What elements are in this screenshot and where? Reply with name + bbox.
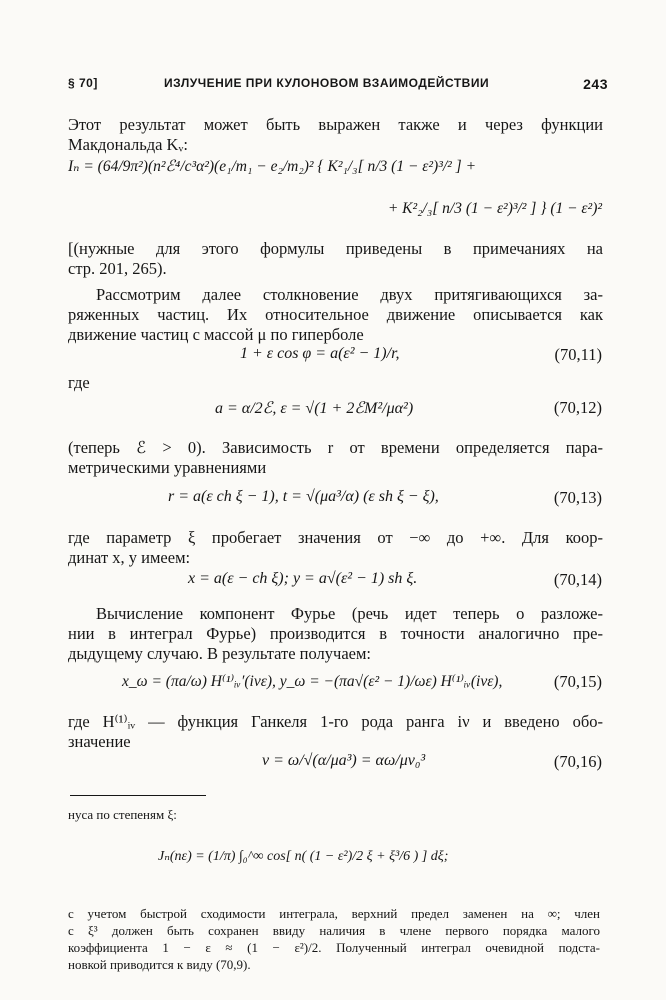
equation-number: (70,13): [553, 488, 602, 507]
text-line: нии в интеграл Фурье) производится в точности аналогично пре-: [68, 624, 603, 643]
text-line: стр. 201, 265).: [68, 259, 167, 278]
text-line: значение: [68, 732, 131, 751]
equation-macdonald-line1: Iₙ = (64/9π²)(n²ℰ⁴/c³α²)(e₁/m₁ − e₂/m₂)² { K²₁/₃[ n/3 (1 − ε²)³/² ] +: [68, 158, 477, 175]
footnote-line: коэффициента 1 − ε ≈ (1 − ε²)/2. Полученный интеграл очевидной подста-: [68, 940, 600, 955]
footnote-line: нуса по степеням ξ:: [68, 807, 177, 822]
section-mark: § 70]: [68, 76, 98, 90]
footnote-line: с учетом быстрой сходимости интеграла, верхний предел заменен на ∞; член: [68, 906, 600, 921]
text-line: ряженных частиц. Их относительное движение описывается как: [68, 305, 603, 324]
equation-70-11: 1 + ε cos φ = a(ε² − 1)/r,: [240, 345, 400, 362]
text-line: Рассмотрим далее столкновение двух притягивающихся за-: [96, 285, 603, 304]
equation-70-16: ν = ω/√(α/μa³) = αω/μv₀³: [262, 752, 426, 769]
footnote-line: с ξ³ должен быть сохранен ввиду наличия в члене первого порядка малого: [68, 923, 600, 938]
text-line: [(нужные для этого формулы приведены в примечаниях на: [68, 239, 603, 258]
text-line: Этот результат может быть выражен также и через функции: [68, 115, 603, 134]
equation-number: (70,16): [553, 752, 602, 771]
text-line: (теперь ℰ > 0). Зависимость r от времени определяется пара-: [68, 438, 603, 457]
text-line: динат x, y имеем:: [68, 548, 191, 567]
equation-number: (70,14): [553, 570, 602, 589]
text-line: где: [68, 373, 90, 392]
running-title: ИЗЛУЧЕНИЕ ПРИ КУЛОНОВОМ ВЗАИМОДЕЙСТВИИ: [164, 76, 490, 90]
equation-70-14: x = a(ε − ch ξ); y = a√(ε² − 1) sh ξ.: [188, 570, 418, 587]
text-line: метрическими уравнениями: [68, 458, 267, 477]
text-line: движение частиц с массой μ по гиперболе: [68, 325, 364, 344]
text-line: где параметр ξ пробегает значения от −∞ до +∞. Для коор-: [68, 528, 603, 547]
equation-70-12: a = α/2ℰ, ε = √(1 + 2ℰM²/μα²): [215, 400, 414, 417]
footnote-equation: Jₙ(nε) = (1/π) ∫₀^∞ cos[ n( (1 − ε²)/2 ξ + ξ³/6 ) ] dξ;: [158, 849, 449, 864]
equation-number: (70,12): [553, 398, 602, 417]
page-number: 243: [583, 76, 608, 92]
text-line: Макдональда Kᵥ:: [68, 135, 188, 154]
equation-number: (70,15): [553, 672, 602, 691]
footnote-line: новкой приводится к виду (70,9).: [68, 957, 251, 972]
text-line: дыдущему случаю. В результате получаем:: [68, 644, 371, 663]
text-line: где H⁽¹⁾ᵢᵥ — функция Ганкеля 1-го рода ранга iν и введено обо-: [68, 712, 603, 731]
text-line: Вычисление компонент Фурье (речь идет теперь о разложе-: [96, 604, 603, 623]
running-header: [68, 76, 608, 96]
equation-number: (70,11): [554, 345, 602, 364]
equation-70-15: x_ω = (πa/ω) H⁽¹⁾ᵢᵥ′(iνε), y_ω = −(πa√(ε² − 1)/ωε) H⁽¹⁾ᵢᵥ(iνε),: [122, 673, 503, 690]
footnote-rule: [70, 795, 206, 796]
equation-macdonald-line2: + K²₂/₃[ n/3 (1 − ε²)³/² ] } (1 − ε²)²: [387, 200, 602, 217]
equation-70-13: r = a(ε ch ξ − 1), t = √(μa³/α) (ε sh ξ − ξ),: [168, 488, 439, 505]
